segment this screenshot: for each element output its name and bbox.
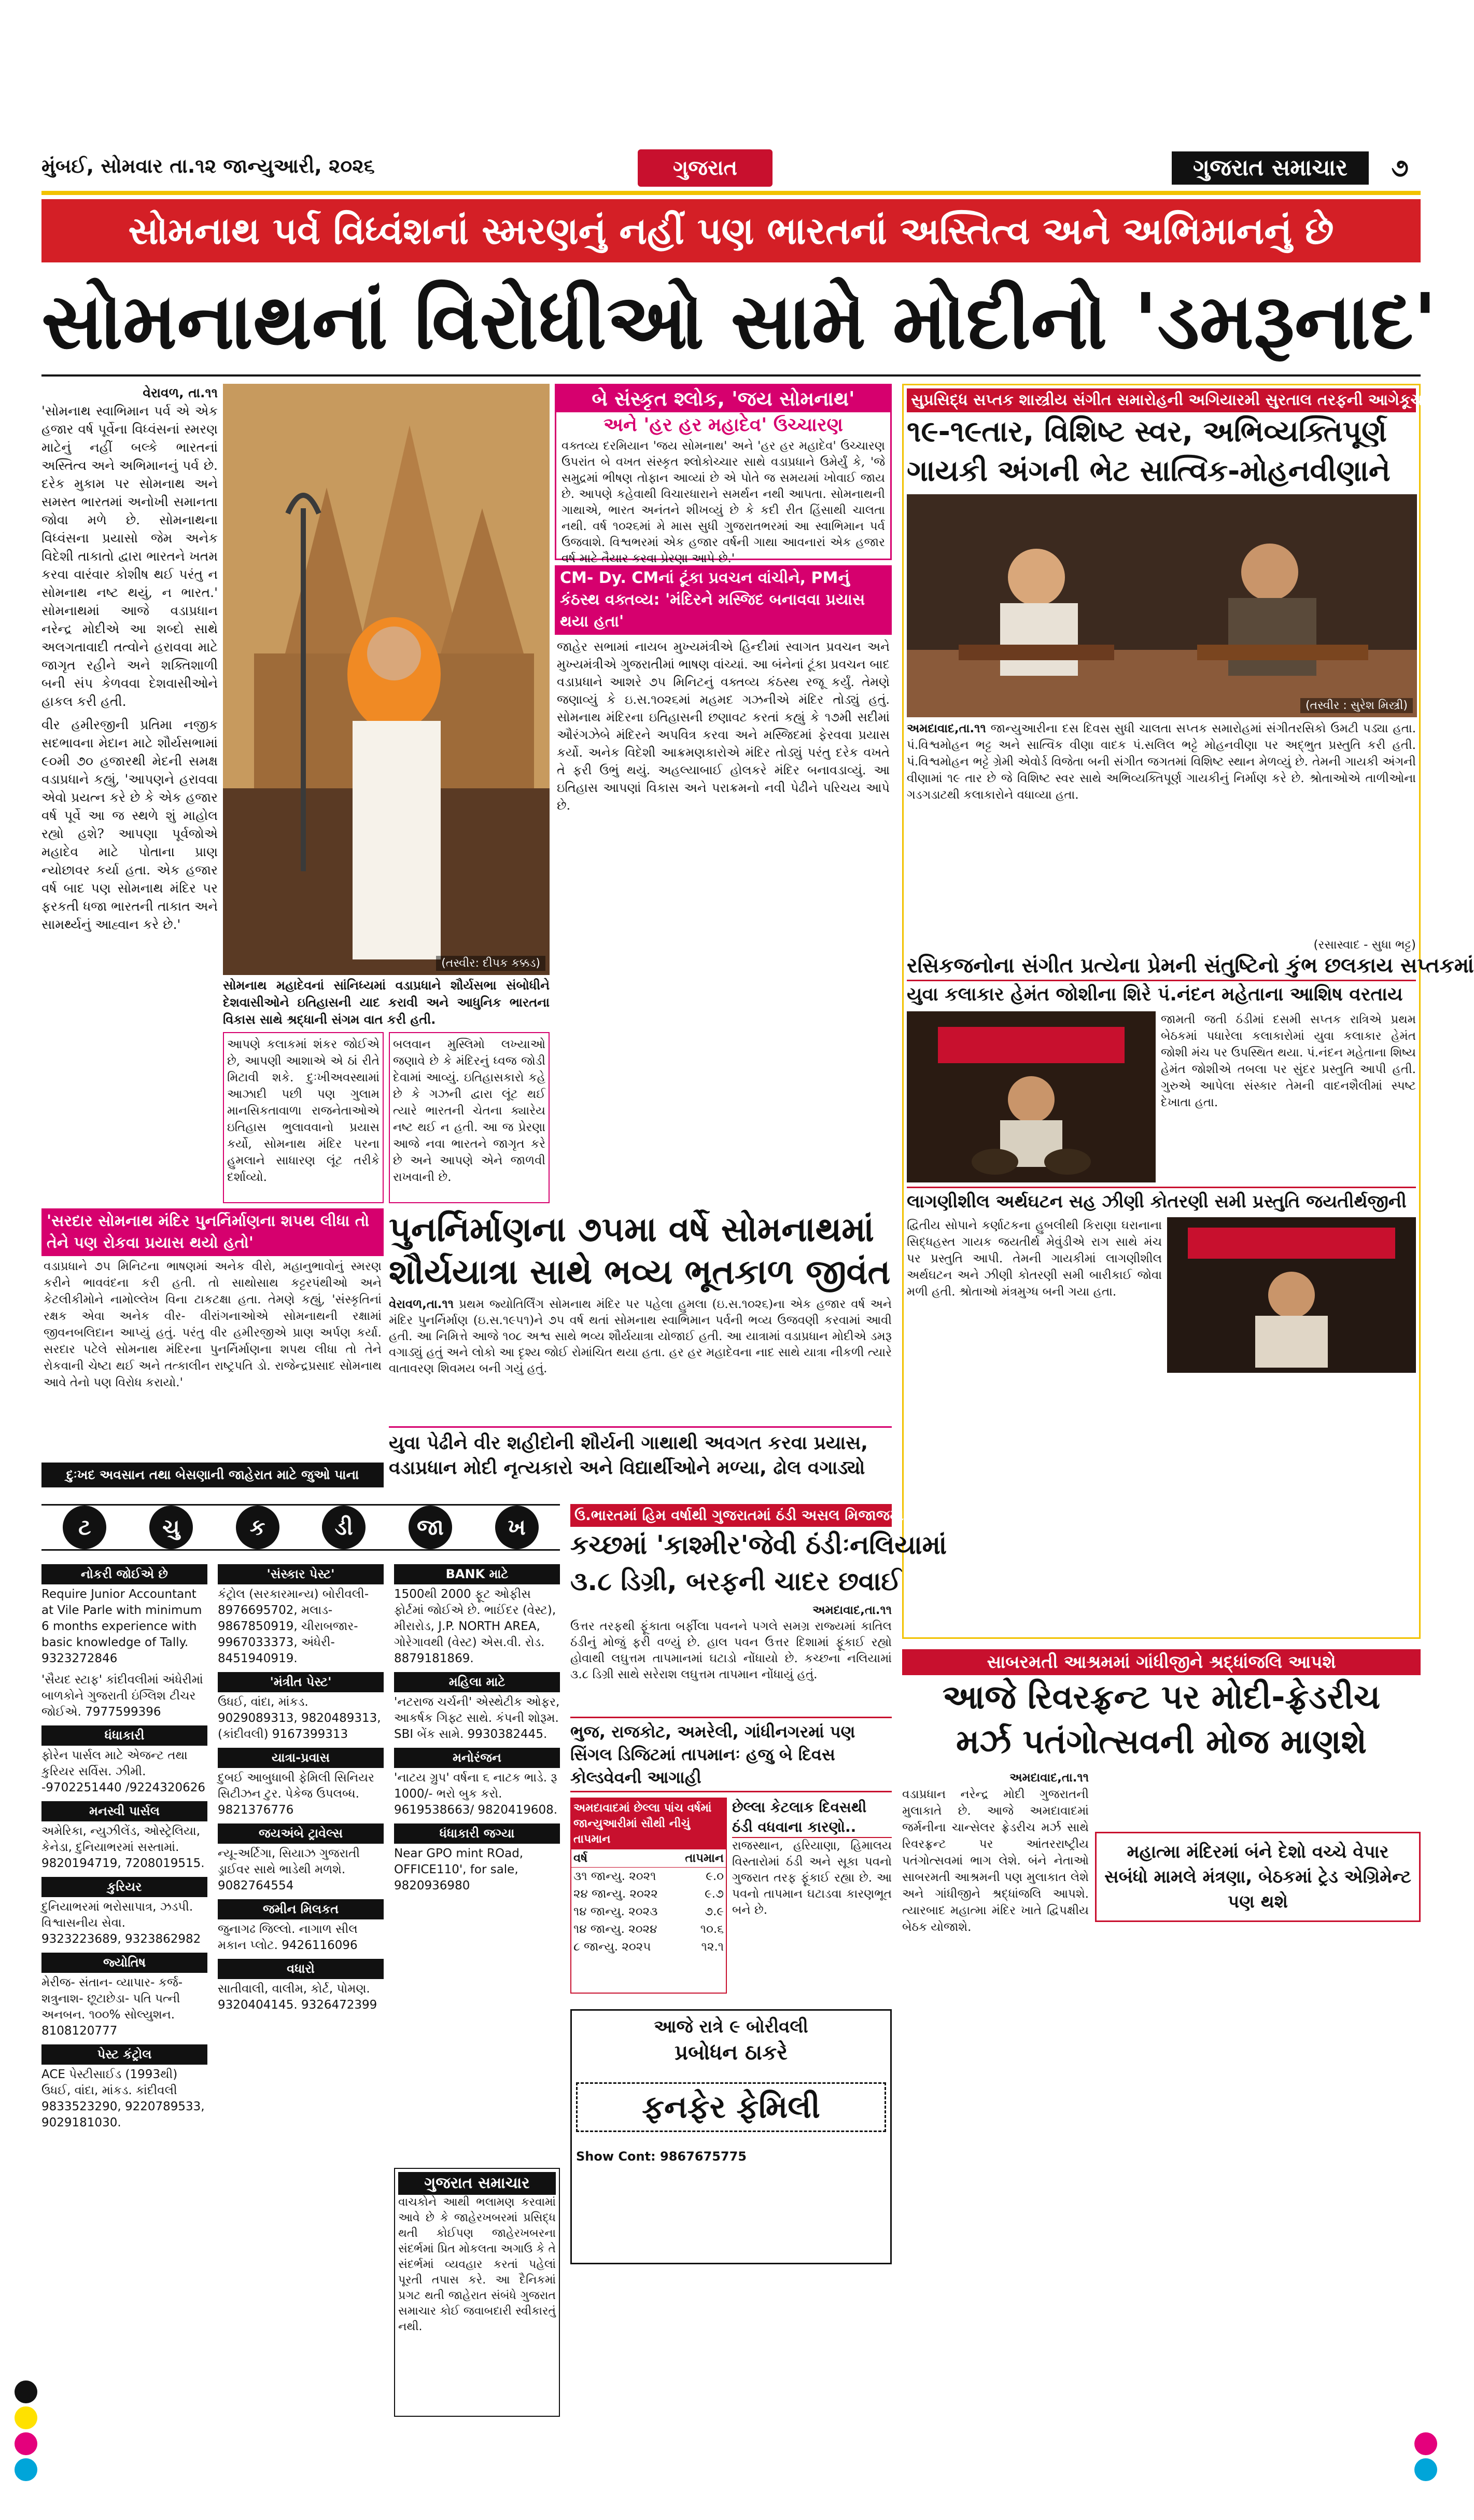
- classified-ad: ન્યૂ-અર્ટિગા, સિયાઝ ગુજરાતી ડ્રાઈવર સાથે ભાડેથી મળશે. 9082764554: [218, 1847, 360, 1892]
- table-cell: ૧૪ જાન્યુ. ૨૦૨૩: [573, 1905, 658, 1918]
- kite-story: [902, 1649, 1421, 2417]
- cm-title: CM- Dy. CMનાં ટૂંકા પ્રવચન વાંચીને, PMનું કંઠસ્થ વક્તવ્ય: 'મંદિરને મસ્જિદ બનાવવા પ્રયાસ થયા હતા': [555, 565, 892, 635]
- classifieds-column-3: [394, 1561, 560, 2157]
- classified-ad: 'નટરાજ ચર્ચની' એસ્થેટીક ઓફર, આકર્ષક ગિફ્ટ સાથે. કંપની શોરૂમ. SBI બેંક સામે. 9930382445.: [394, 1695, 560, 1741]
- classified-heading: કુરિયર: [41, 1877, 207, 1897]
- page-number: ૭: [1391, 154, 1409, 183]
- classified-heading: BANK માટે: [394, 1564, 560, 1584]
- mid-subhead: યુવા પેઢીને વીર શહીદોની શૌર્યની ગાથાથી અવગત કરવા પ્રયાસ, વડાપ્રધાન મોદી નૃત્યકારો અને વિદ્યાર્થીઓને મળ્યા, ઢોલ વગાડ્યો: [389, 1426, 892, 1481]
- top-banner: [41, 199, 1421, 262]
- kite-headline-2: મર્ઝ પતંગોત્સવની મોજ માણશે: [956, 1723, 1367, 1761]
- right-body: [907, 720, 1416, 938]
- classified-ad: અમેરિકા, ન્યુઝીલેંડ, ઓસ્ટ્રેલિયા, કેનેડા, દુનિયાભરમાં સસ્તામાં. 9820194719, 7208019515.: [41, 1825, 205, 1870]
- ad-subtitle: પ્રબોધન ઠાકરે: [675, 2041, 788, 2065]
- show-ad: [570, 2009, 892, 2264]
- table-row: [571, 1938, 726, 1956]
- table-title: અમદાવાદમાં છેલ્લા પાંચ વર્ષમાં જાન્યુઆરીમાં સૌથી નીચું તાપમાન: [571, 1799, 726, 1849]
- table-header: વર્ષ: [573, 1851, 588, 1865]
- right-story: [902, 384, 1474, 1639]
- music-photo-credit: (તસ્વીર : સુરેશ મિસ્ત્રી): [1300, 698, 1413, 713]
- classified-heading: યાત્રા-પ્રવાસ: [218, 1748, 384, 1768]
- kite-headline-1: આજે રિવરફ્રન્ટ પર મોદી-ફ્રેડરીચ: [942, 1678, 1381, 1717]
- classified-heading: 'સંસ્કાર પેસ્ટ': [218, 1564, 384, 1584]
- classified-ad: 'નાટય ગ્રુપ' વર્ષના ૬ નાટક ભાડે. રૂ 1000/- ભરો બુક કરો. 9619538663/ 9820419608.: [394, 1771, 558, 1817]
- sanskrit-title-2: અને 'હર હર મહાદેવ' ઉચ્ચારણ: [603, 414, 843, 436]
- classified-ad: ફોરેન પાર્સલ માટે એજન્ટ તથા કુરિયર સર્વિસ. ઝીમી. -9702251440 /9224320626: [41, 1749, 206, 1794]
- right-sig: (રસાસ્વાદ - સુધા ભટ્ટ): [1313, 938, 1416, 952]
- cm-body: જાહેર સભામાં નાયબ મુખ્યમંત્રીએ હિન્દીમાં સ્વાગત પ્રવચન અને મુખ્યમંત્રીએ ગુજરાતીમાં ભાષણ વાંચ્યાં. આ બંનેનાં ટૂંકા પ્રવચન બાદ વડાપ્રધાને આશરે ૭૫ મિનિટનું વક્તવ્ય કંઠસ્થ રજૂ કર્યું. તેમણે જણાવ્યું કે ઇ.સ.૧૦૨૬માં મહમદ ગઝનીએ મંદિર તોડ્યું હતું. સોમનાથ મંદિરના ઇતિહાસની છણાવટ કરતાં કહ્યું કે ૧૭મી સદીમાં ઔરંગઝેબે મંદિરને અપવિત્ર કરવા અને મસ્જિદમાં ફેરવવા પ્રયાસ કર્યો. અનેક વિદેશી આક્રમણકારોએ મંદિર તોડ્યું પરંતુ દરેક વખતે તે ફરી ઉભું થયું. અહલ્યાબાઈ હોલકરે મંદિર બનાવડાવ્યું. આ ઇતિહાસ આપણાં વિકાસ અને પરાક્રમનો નવી પેઢીને પરિચય આપે છે.: [557, 639, 890, 813]
- classified-heading: 'મંત્રીત પેસ્ટ': [218, 1672, 384, 1692]
- kite-box: મહાત્મા મંદિરમાં બંને દેશો વચ્ચે વેપાર સબંધો મામલે મંત્રણા, બેઠકમાં ટ્રેડ એગ્રિમેન્ટ પણ થશે: [1095, 1832, 1421, 1922]
- classified-heading: વધારો: [218, 1959, 384, 1979]
- weather-body: [570, 1603, 892, 1717]
- table-cell: ૨૪ જાન્યુ. ૨૦૨૨: [573, 1887, 658, 1901]
- weather-body-text: ઉત્તર તરફથી ફૂંકાતા બર્ફીલા પવનને પગલે સમગ્ર રાજ્યમાં કાતિલ ઠંડીનું મોજું ફરી વળ્યું છે. હાલ પવન ઉત્તર દિશામાં ફૂંકાઈ રહ્યો હોવાથી લઘુત્તમ તાપમાનમાં ઘટાડો નોંધાયો છે. કચ્છના નલિયામાં ૩.૮ ડિગ્રી સાથે સરેરાશ લઘુત્તમ તાપમાન નોંધાયું હતું.: [570, 1620, 892, 1681]
- weather-dateline: અમદાવાદ,તા.૧૧: [812, 1604, 892, 1617]
- tabla-photo: [907, 1011, 1156, 1182]
- right-body-3: દ્વિતીય સોપાને કર્ણાટકના હુબલીથી કિરાણા ઘરાનાના સિદ્ધહસ્ત ગાયક જયતીર્થ મેવુંડીએ રાગ સાથે મંચ પર પ્રસ્તુતિ આપી. તેમની ગાયકીમાં લાગણીશીલ અર્થઘટન અને ઝીણી કોતરણી સમી બારીકાઈ જોવા મળી હતી. શ્રોતાઓ મંત્રમુગ્ધ બની ગયા હતા.: [907, 1219, 1162, 1299]
- saptak-photo: [1167, 1217, 1416, 1373]
- masthead-rule: [41, 191, 1421, 195]
- table-row: [571, 1903, 726, 1920]
- registration-mark-cyan: [1414, 2458, 1437, 2481]
- right-body-2: જામતી જતી ઠંડીમાં દસમી સપ્તક રાત્રિએ પ્રથમ બેઠકમાં પધારેલા કલાકારોમાં યુવા કલાકાર હેમંત જોશી મંચ પર ઉપસ્થિત થયા. પં.નંદન મહેતાના શિષ્ય હેમંત જોશીએ તબલા પર સુંદર પ્રસ્તુતિ આપી હતી. ગુરુએ આપેલા સંસ્કાર તેમની વાદનશૈલીમાં સ્પષ્ટ દેખાતા હતા.: [1161, 1013, 1416, 1109]
- classified-ad: મેરીજ- સંતાન- વ્યાપાર- કર્જ- શત્રુનાશ- છૂટાછેડા- પતિ પત્ની અનબન. ૧૦૦% સોલ્યુશન. 8108120777: [41, 1976, 183, 2038]
- kite-body: [902, 1770, 1089, 2382]
- lead-story: [41, 384, 218, 1115]
- musicians-illustration: [907, 494, 1417, 717]
- lead-body: 'સોમનાથ સ્વાભિમાન પર્વ એ એક હજાર વર્ષ પૂર્વેના વિધ્વંસનાં સ્મરણ માટેનું નહીં બલ્કે ભારતનાં અસ્તિત્વ અને અભિમાનનું પર્વ છે. દરેક મુકામ પર સોમનાથ અને સમસ્ત ભારતમાં અનોખી સમાનતા જોવા મળે છે. સોમનાથના વિધ્વંસના પ્રયાસો જેમ અનેક વિદેશી તાકાતો દ્વારા ભારતને ખતમ કરવા વારંવાર કોશીષ થઈ પરંતુ ન સોમનાથ નષ્ટ થયું, ન ભારત.' સોમનાથમાં આજે વડાપ્રધાન નરેન્દ્ર મોદીએ આ શબ્દો સાથે અલગતાવાદી તત્વોને હરાવવા માટે જાગૃત રહીને અને શક્તિશાળી બની સંપ કેળવવા દેશવાસીઓને હાકલ કરી હતી.: [41, 403, 218, 709]
- right-dateline: અમદાવાદ,તા.૧૧: [907, 722, 986, 735]
- sanskrit-box: [555, 384, 892, 565]
- weather-headline-1: કચ્છમાં 'કાશ્મીર'જેવી ઠંડીઃનલિયામાં: [570, 1530, 947, 1560]
- sanskrit-body: વક્તવ્ય દરમિયાન 'જય સોમનાથ' અને 'હર હર મહાદેવ' ઉચ્ચારણ ઉપરાંત બે વખત સંસ્કૃત શ્લોકોચ્ચાર સાથે વડાપ્રધાને ઉમેર્યું કે, 'જે સમુદ્રમાં ભીષણ તોફાન આવ્યાં છે એ પોતે જ સમયમાં ખોવાઈ જાય છે. આપણે કહેવાથી વિચારધારાને સમર્થન નથી આપતા. સોમનાથની ગાથાએ, ભારત અનંતને શીખવ્યું છે કે કદી રીત હિંસાથી ચાલતા નથી. વર્ષ ૧૦૨૬માં મે માસ સુધી ગુજરાતભરમાં આ સ્વાભિમાન પર્વ ઉજવાશે. વિશ્વભરમાં એક હજાર વર્ષની ગાથા આવનારાં એક હજાર વર્ષ માટે તૈયાર કરવા પ્રેરણા આપે છે.': [561, 439, 885, 565]
- notice-body: વાચકોને આથી ભલામણ કરવામાં આવે છે કે જાહેરખબરમાં પ્રસિદ્ધ થતી કોઈપણ જાહેરખબરના સંદર્ભમાં પ્રિત મોકલતા અગાઉ કે તે સંદર્ભમાં વ્યવહાર કરતાં પહેલાં પૂરતી તપાસ કરે. આ દૈનિકમાં પ્રગટ થતી જાહેરાત સંબંધે ગુજરાત સમાચાર કોઈ જવાબદારી સ્વીકારતું નથી.: [398, 2196, 556, 2333]
- classified-ad: ACE પેસ્ટીસાઈડ (1993થી) ઉધઈ, વાંદા, માંકડ. કાંદીવલી 9833523290, 9220789533, 9029181030.: [41, 2068, 205, 2129]
- lead-caption: સોમનાથ મહાદેવનાં સાંનિધ્યમાં વડાપ્રધાને શૌર્યસભા સંબોધીને દેશવાસીઓને ઇતિહાસની યાદ કરાવી અને આધુનિક ભારતના વિકાસ સાથે શ્રદ્ધાની સંગમ વાત કરી હતી.: [223, 978, 550, 1027]
- lead-photo-credit: (તસ્વીર: દીપક કક્કડ): [436, 956, 545, 971]
- mid-dateline: વેરાવળ,તા.૧૧: [389, 1298, 454, 1311]
- right-headline-1: ૧૯-૧૯તાર, વિશિષ્ટ સ્વર, અભિવ્યક્તિપૂર્ણ: [907, 415, 1387, 449]
- classifieds-column-2: [218, 1561, 384, 2417]
- classified-letter: ક: [236, 1506, 279, 1549]
- right-headline-2: ગાયકી અંગની ભેટ સાત્વિક-મોહનવીણાને: [907, 454, 1391, 488]
- right-body-text: જાન્યુઆરીના દસ દિવસ સુધી ચાલતા સપ્તક સમારોહમાં સંગીતરસિકો ઉમટી પડ્યા હતા. પં.વિશ્વમોહન ભટ્ટ અને સાત્વિક વીણા વાદક પં.સલિલ ભટ્ટે મોહનવીણા પર અદ્ભુત પ્રસ્તુતિ કરી હતી. પં.વિશ્વમોહન ભટ્ટે ગ્રેમી એવોર્ડ વિજેતા બની સંગીત જગતમાં વિશિષ્ટ સ્થાન મેળવ્યું છે. તેમની ગાયકી અંગની વીણામાં ૧૯ તાર છે જે વિશિષ્ટ સ્વર સાથે અભિવ્યક્તિપૂર્ણ ગાયકીનું નિર્માણ કરે છે. શ્રોતાઓએ તાળીઓના ગડગડાટથી કલાકારોને વધાવ્યા હતા.: [907, 722, 1416, 802]
- weather-side-body: રાજસ્થાન, હરિયાણા, હિમાલય વિસ્તારોમાં ઠંડી અને સૂકા પવનો ગુજરાત તરફ ફૂંકાઈ રહ્યા છે. આ પવનો તાપમાન ઘટાડવા કારણભૂત બને છે.: [732, 1839, 892, 1917]
- classified-ad: Require Junior Accountant at Vile Parle with minimum 6 months experience with basic knowledge of Tally. 9323272846: [41, 1588, 202, 1665]
- table-cell: ૯.૦: [706, 1870, 724, 1883]
- ad-show-name: ફનફેર ફેમિલી: [576, 2082, 886, 2132]
- classified-letter: જા: [409, 1506, 452, 1549]
- table-header: તાપમાન: [685, 1851, 724, 1865]
- mid-headline-2: શૌર્યયાત્રા સાથે ભવ્ય ભૂતકાળ જીવંત: [389, 1252, 891, 1292]
- table-cell: ૧૦.૬: [700, 1923, 724, 1936]
- temperature-table: [570, 1798, 727, 1994]
- registration-mark-cyan: [15, 2458, 37, 2481]
- table-cell: ૧૪ જાન્યુ. ૨૦૨૪: [573, 1923, 657, 1936]
- table-row: [571, 1868, 726, 1885]
- weather-headline-2: ૩.૮ ડિગ્રી, બરફની ચાદર છવાઈ: [570, 1566, 901, 1596]
- table-cell: ૮ જાન્યુ. ૨૦૨૫: [573, 1940, 651, 1954]
- notice-title: ગુજરાત સમાચાર: [398, 2172, 556, 2195]
- cm-box: [555, 565, 892, 991]
- table-cell: ૯.૭: [705, 1887, 724, 1901]
- lead-photo: [223, 384, 550, 975]
- right-sub-headline-2: યુવા કલાકાર હેમંત જોશીના શિરે પં.નંદન મહેતાના આશિષ વરતાય: [907, 980, 1416, 1008]
- classified-heading: પેસ્ટ કંટ્રોલ: [41, 2044, 207, 2065]
- weather-story: [570, 1504, 947, 2417]
- kite-kicker: સાબરમતી આશ્રમમાં ગાંધીજીને શ્રદ્ધાંજલિ આપશે: [902, 1649, 1421, 1675]
- weather-kicker: ઉ.ભારતમાં હિમ વર્ષાથી ગુજરાતમાં ઠંડી અસલ મિજાજમાં: [570, 1504, 892, 1527]
- kite-dateline: અમદાવાદ,તા.૧૧: [1009, 1771, 1089, 1785]
- main-headline: સોમનાથનાં વિરોધીઓ સામે મોદીનો 'ડમરૂનાદ': [41, 277, 1437, 366]
- table-cell: ૩૧ જાન્યુ. ૨૦૨૧: [573, 1870, 656, 1883]
- classified-ad: દુનિયાભરમાં ભરોસાપાત્ર, ઝડપી. વિશ્વાસનીય સેવા. 9323223689, 9323862982: [41, 1900, 201, 1946]
- weather-side-title: છેલ્લા કેટલાક દિવસથી ઠંડી વધવાના કારણો..: [732, 1798, 892, 1838]
- obituary-bar: દુઃખદ અવસાન તથા બેસણાની જાહેરાત માટે જુઓ પાના: [41, 1463, 384, 1487]
- left-box: આપણે કલાકમાં શંકર જોઈએ છે, આપણી આશાએ એ ઠાં રીતે મિટાવી શકે. દુઃખીઅવસ્થામાં આઝાદી પછી પણ ગુલામ માનસિકતાવાળા રાજનેતાઓએ ઇતિહાસ ભુલાવવાનો પ્રયાસ કર્યો, સોમનાથ મંદિર પરના હુમલાને સાધારણ લૂંટ તરીકે દર્શાવ્યો.: [223, 1032, 384, 1203]
- right-sub-headline: રસિકજનોના સંગીત પ્રત્યેના પ્રેમની સંતુષ્ટિનો કુંભ છલકાય સપ્તકમાં: [907, 954, 1474, 978]
- classified-letter: ખ: [495, 1506, 539, 1549]
- quote-title: 'સરદાર સોમનાથ મંદિર પુનર્નિર્માણના શપથ લીધા તો તેને પણ રોકવા પ્રયાસ થયો હતો': [41, 1208, 384, 1256]
- ad-title: આજે રાત્રે ૯ બોરીવલી: [654, 2016, 808, 2037]
- dateline: મુંબઈ, સોમવાર તા.૧૨ જાન્યુઆરી, ૨૦૨૬: [41, 155, 375, 177]
- registration-mark-black: [15, 2380, 37, 2403]
- banner-text: સોમનાથ પર્વ વિધ્વંશનાં સ્મરણનું નહીં પણ ભારતનાં અસ્તિત્વ અને અભિમાનનું છે: [128, 209, 1334, 253]
- registration-mark-magenta: [1414, 2432, 1437, 2455]
- quote-box: [41, 1208, 384, 1457]
- mid-body-text: પ્રથમ જ્યોતિર્લિંગ સોમનાથ મંદિર પર પહેલા હુમલા (ઇ.સ.૧૦૨૬)ના એક હજાર વર્ષ અને મંદિર પુનર્નિર્માણ (ઇ.સ.૧૯૫૧)ને ૭૫ વર્ષ થતાં સોમનાથ સ્વાભિમાન પર્વની ભવ્ય ઉજવણી કરવામાં આવી હતી. આ નિમિત્તે આજે ૧૦૮ અશ્વ સાથે ભવ્ય શૌર્યયાત્રા યોજાઈ હતી. આ યાત્રામાં વડાપ્રધાન મોદીએ ડમરૂ વગાડ્યું હતું અને લોકો આ દૃશ્ય જોઈ રોમાંચિત થયા હતા. હર હર મહાદેવના નાદ સાથે યાત્રા નીકળી ત્યારે વાતાવરણ શિવમય બની ગયું હતું.: [389, 1298, 892, 1375]
- classified-ad: જુનાગઢ જિલ્લો. નાગાળ સીલ મકાન પ્લોટ. 9426116096: [218, 1923, 358, 1952]
- mid-box: બલવાન મુસ્લિમો લખ્યાઓ જણાવે છે કે મંદિરનું ધ્વજ જોડી દેવામાં આવ્યું. ઇતિહાસકારો કહે છે કે ગઝની દ્વારા લૂંટ થઈ ત્યારે ભારતની ચેતના ક્યારેય નષ્ટ થઈ ન હતી. આ જ પ્રેરણા આજે નવા ભારતને જાગૃત કરે છે અને આપણે એને જાળવી રાખવાની છે.: [389, 1032, 550, 1203]
- table-cell: ૭.૯: [705, 1905, 724, 1918]
- registration-mark-yellow: [15, 2406, 37, 2429]
- saptak-illustration: [1167, 1217, 1416, 1373]
- sanskrit-title-1: બે સંસ્કૃત શ્લોક, 'જય સોમનાથ': [556, 385, 890, 412]
- disclaimer-notice: [394, 2168, 560, 2417]
- kite-body-text: વડાપ્રધાન નરેન્દ્ર મોદી ગુજરાતની મુલાકાતે છે. આજે અમદાવાદમાં જર્મનીના ચાન્સેલર ફ્રેડરીચ મર્ઝ સાથે રિવરફ્રન્ટ પર આંતરરાષ્ટ્રીય પતંગોત્સવમાં ભાગ લેશે. બંને નેતાઓ સાબરમતી આશ્રમની પણ મુલાકાત લેશે અને ગાંધીજીને શ્રદ્ધાંજલિ આપશે. ત્યારબાદ મહાત્મા મંદિર ખાતે દ્વિપક્ષીય બેઠક યોજાશે.: [902, 1788, 1089, 1934]
- classified-ad: કંટ્રોલ (સરકારમાન્ય) બોરીવલી- 8976695702, મલાડ- 9867850919, ચીરાબજાર- 9967033373, અંધેરી- 8451940919.: [218, 1588, 369, 1665]
- classified-ad: દુબઈ આબુધાબી ફેમિલી સિનિયર સિટીઝન ટુર. પેકેજ ઉપલબ્ધ. 9821376776: [218, 1771, 374, 1817]
- classified-heading: મનસ્વી પાર્સલ: [41, 1801, 207, 1821]
- classified-heading: ધંધાકારી: [41, 1725, 207, 1746]
- classified-letter: ડી: [322, 1506, 366, 1549]
- classified-heading: જમીન મિલકત: [218, 1899, 384, 1919]
- right-kicker: સુપ્રસિદ્ધ સપ્તક શાસ્ત્રીય સંગીત સમારોહની અગિયારમી સુરતાલ તરફની આગેકૂચ: [907, 388, 1416, 412]
- ad-contact: Show Cont: 9867675775: [576, 2149, 747, 2164]
- classified-heading: જ્યોતિષ: [41, 1953, 207, 1973]
- classified-heading: ધંધાકારી જગ્યા: [394, 1823, 560, 1844]
- registration-mark-magenta: [15, 2432, 37, 2455]
- classified-letter: ટ: [63, 1506, 106, 1549]
- classified-ad: સાતીવાલી, વાલીમ, કોર્ટ, પોમણ. 9320404145. 9326472399: [218, 1982, 377, 2012]
- classified-ad: 'સૈયદ સ્ટાફ' કાંદીવલીમાં અંધેરીમાં બાળકોને ગુજરાતી ઇંગ્લિશ ટીચર જોઈએ. 7977599396: [41, 1673, 203, 1719]
- table-cell: ૧૨.૧: [701, 1940, 724, 1954]
- section-label: ગુજરાત: [672, 156, 738, 180]
- tabla-illustration: [907, 1011, 1156, 1182]
- mid-headline-1: પુનર્નિર્માણના ૭૫મા વર્ષે સોમનાથમાં: [389, 1209, 874, 1249]
- table-row: [571, 1920, 726, 1938]
- mid-body: [389, 1297, 892, 1426]
- table-row: [571, 1885, 726, 1903]
- weather-subhead: ભુજ, રાજકોટ, અમરેલી, ગાંધીનગરમાં પણ સિંગલ ડિજિટમાં તાપમાનઃ હજુ બે દિવસ કોલ્ડવેવની આગાહી: [570, 1717, 892, 1792]
- classified-letter: ચુ: [149, 1506, 193, 1549]
- right-sub-headline-3: લાગણીશીલ અર્થઘટન સહ ઝીણી કોતરણી સમી પ્રસ્તુતિ જયતીર્થજીની: [907, 1187, 1416, 1215]
- classified-ad: Near GPO mint ROad, OFFICE110', for sale, 9820936980: [394, 1847, 524, 1892]
- quote-body: વડાપ્રધાને ૭૫ મિનિટના ભાષણમાં અનેક વીરો, મહાનુભાવોનું સ્મરણ કરીને ભાવવંદના કરી હતી. તો સાથોસાથ કટ્ટરપંથીઓ અને કેટલીકીમોને નામોલ્લેખ વિના ટાકટક્ષા હતા. તેમણે કહ્યું, 'સંસ્કૃતિનાં રક્ષક એવા અનેક વીર- વીરાંગનાઓએ સોમનાથની રક્ષામાં જીવનબલિદાન આપ્યું હતું. પરંતુ વીર હમીરજીએ પ્રાણ અર્પણ કર્યા. સરદાર પટેલે સોમનાથ મંદિરના પુનર્નિર્માણના શપથ લીધા તો તેને રોકવાની ચેષ્ટા થઈ અને તત્કાલીન રાષ્ટ્રપતિ ડો. રાજેન્દ્રપ્રસાદ સોમનાથ આવે તેનો પણ વિરોધ કરાયો.': [44, 1260, 382, 1389]
- classifieds-title-bar: [41, 1504, 560, 1551]
- lead-body-2: વીર હમીરજીની પ્રતિમા નજીક સદભાવના મેદાન માટે શૌર્યસભામાં ૯૦મી ૭૦ હજારથી મેદની સમક્ષ વડાપ્રધાને કહ્યું, 'આપણને હરાવવા એવો પ્રયત્ન કરે છે કે એક હજાર વર્ષ પૂર્વે આ જ સ્થળે શું માહોલ રહ્યો હશે? આપણા પૂર્વજોએ મહાદેવ માટે પોતાના પ્રાણ ન્યોછાવર કર્યા હતા. એક હજાર વર્ષ બાદ પણ સોમનાથ મંદિર પર ફરકતી ધજા ભારતની તાકાત અને સામર્થ્યનું આહ્વાન કરે છે.': [41, 717, 218, 932]
- paper-name: ગુજરાત સમાચાર: [1172, 151, 1369, 185]
- classified-heading: નોકરી જોઈએ છે: [41, 1564, 207, 1584]
- lead-dateline: વેરાવળ, તા.૧૧: [143, 385, 218, 400]
- classified-heading: જયઅંબે ટ્રાવેલ્સ: [218, 1823, 384, 1844]
- classified-heading: મહિલા માટે: [394, 1672, 560, 1692]
- classified-ad: ઉધઈ, વાંદા, માંકડ. 9029089313, 9820489313, (કાંદીવલી) 9167399313: [218, 1695, 381, 1741]
- mid-story: [389, 1208, 892, 1488]
- temple-illustration: [223, 384, 550, 975]
- music-photo: [907, 494, 1417, 717]
- classified-ad: 1500થી 2000 ફૂટ ઓફીસ ફોર્ટમાં જોઈએ છે. ભાઈંદર (વેસ્ટ), મીરારોડ, J.P. NORTH AREA, ગોરેગાવથી (વેસ્ટ) એસ.વી. રોડ. 8879181869.: [394, 1588, 556, 1665]
- headline-rule: [41, 374, 1421, 377]
- classifieds-column-1: [41, 1561, 207, 2417]
- classified-heading: મનોરંજન: [394, 1748, 560, 1768]
- section-tag: [638, 149, 773, 187]
